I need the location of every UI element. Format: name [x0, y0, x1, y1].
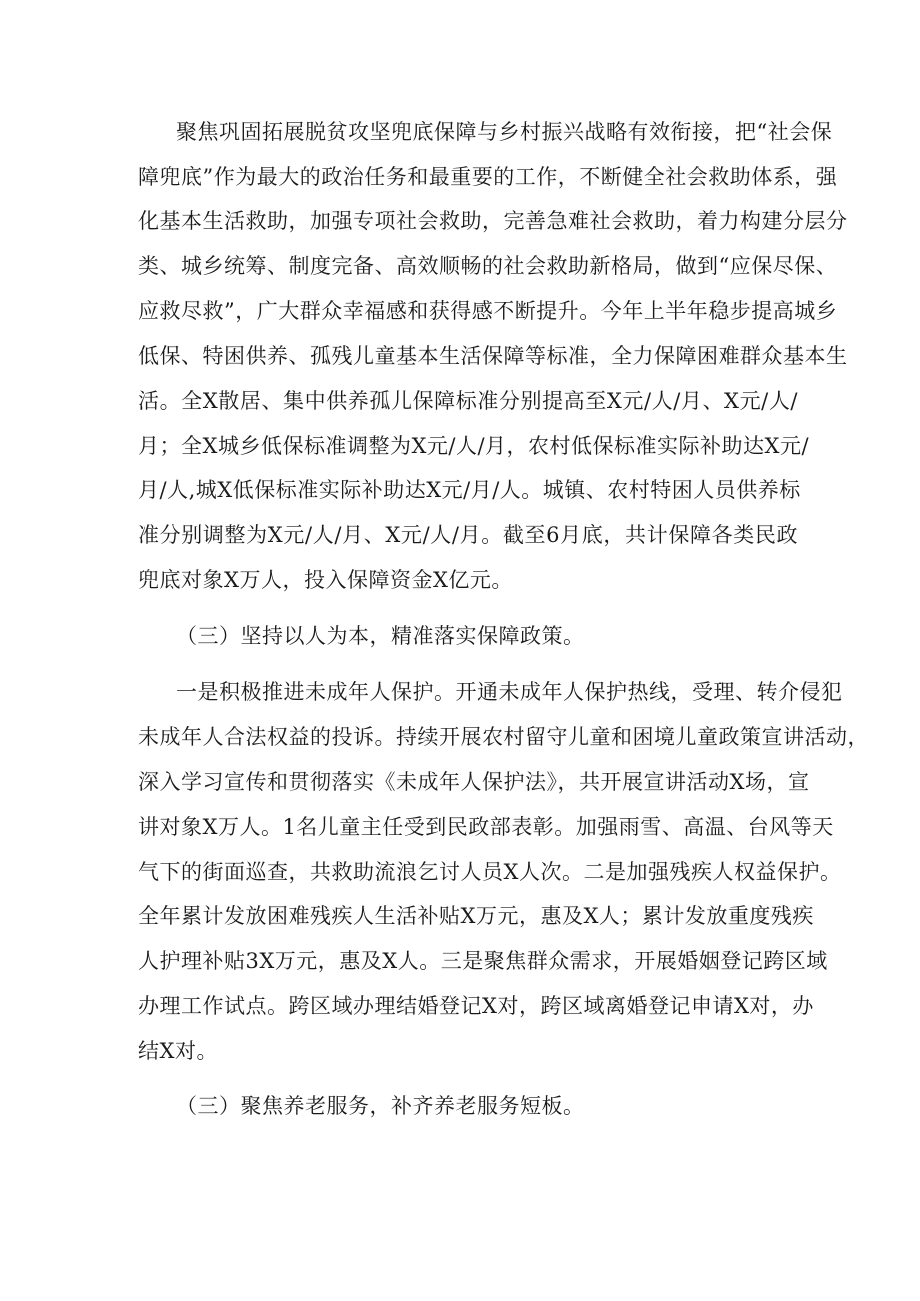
paragraph-2-line-3: 深入学习宣传和贯彻落实《未成年人保护法》，共开展宣讲活动X场，宣 [138, 770, 810, 794]
paragraph-2-line-2: 未成年人合法权益的投诉。持续开展农村留守儿童和困境儿童政策宣讲活动， [138, 725, 869, 749]
paragraph-1-line-4: 类、城乡统筹、制度完备、高效顺畅的社会救助新格局，做到“应保尽保、 [138, 254, 838, 278]
paragraph-2-line-9: 结X对。 [138, 1039, 218, 1063]
paragraph-2-line-5: 气下的街面巡查，共救助流浪乞讨人员X人次。二是加强残疾人权益保护。 [138, 860, 842, 884]
paragraph-1-line-2: 障兜底”作为最大的政治任务和最重要的工作，不断健全社会救助体系，强 [138, 165, 838, 189]
paragraph-2-line-4: 讲对象X万人。1名儿童主任受到民政部表彰。加强雨雪、高温、台风等天 [138, 815, 834, 839]
paragraph-2-line-1: 一是积极推进未成年人保护。开通未成年人保护热线，受理、转介侵犯 [176, 680, 843, 704]
paragraph-1-line-8: 月；全X城乡低保标准调整为X元/人/月，农村低保标准实际补助达X元/ [138, 434, 810, 458]
paragraph-1-line-6: 低保、特困供养、孤残儿童基本生活保障等标准，全力保障困难群众基本生 [138, 344, 848, 368]
paragraph-1-line-10: 准分别调整为X元/人/月、X元/人/月。截至6月底，共计保障各类民政 [138, 523, 798, 547]
paragraph-1-line-3: 化基本生活救助，加强专项社会救助，完善急难社会救助，着力构建分层分 [138, 209, 848, 233]
section-heading-1: （三）坚持以人为本，精准落实保障政策。 [176, 624, 585, 648]
paragraph-2-line-6: 全年累计发放困难残疾人生活补贴X万元，惠及X人；累计发放重度残疾 [138, 904, 814, 928]
paragraph-1-line-7: 活。全X散居、集中供养孤儿保障标准分别提高至X元/人/月、X元/人/ [138, 389, 798, 413]
section-heading-2: （三）聚焦养老服务，补齐养老服务短板。 [176, 1094, 585, 1118]
paragraph-1-line-11: 兜底对象X万人，投入保障资金X亿元。 [138, 568, 513, 592]
paragraph-2-line-7: 人护理补贴3X万元，惠及X人。三是聚焦群众需求，开展婚姻登记跨区域 [138, 949, 828, 973]
paragraph-1-line-9: 月/人,城X低保标准实际补助达X元/月/人。城镇、农村特困人员供养标 [138, 478, 801, 502]
paragraph-2-line-8: 办理工作试点。跨区域办理结婚登记X对，跨区域离婚登记申请X对，办 [138, 994, 814, 1018]
paragraph-1-line-1: 聚焦巩固拓展脱贫攻坚兜底保障与乡村振兴战略有效衔接，把“社会保 [176, 120, 833, 144]
paragraph-1-line-5: 应救尽救”，广大群众幸福感和获得感不断提升。今年上半年稳步提高城乡 [138, 299, 838, 323]
